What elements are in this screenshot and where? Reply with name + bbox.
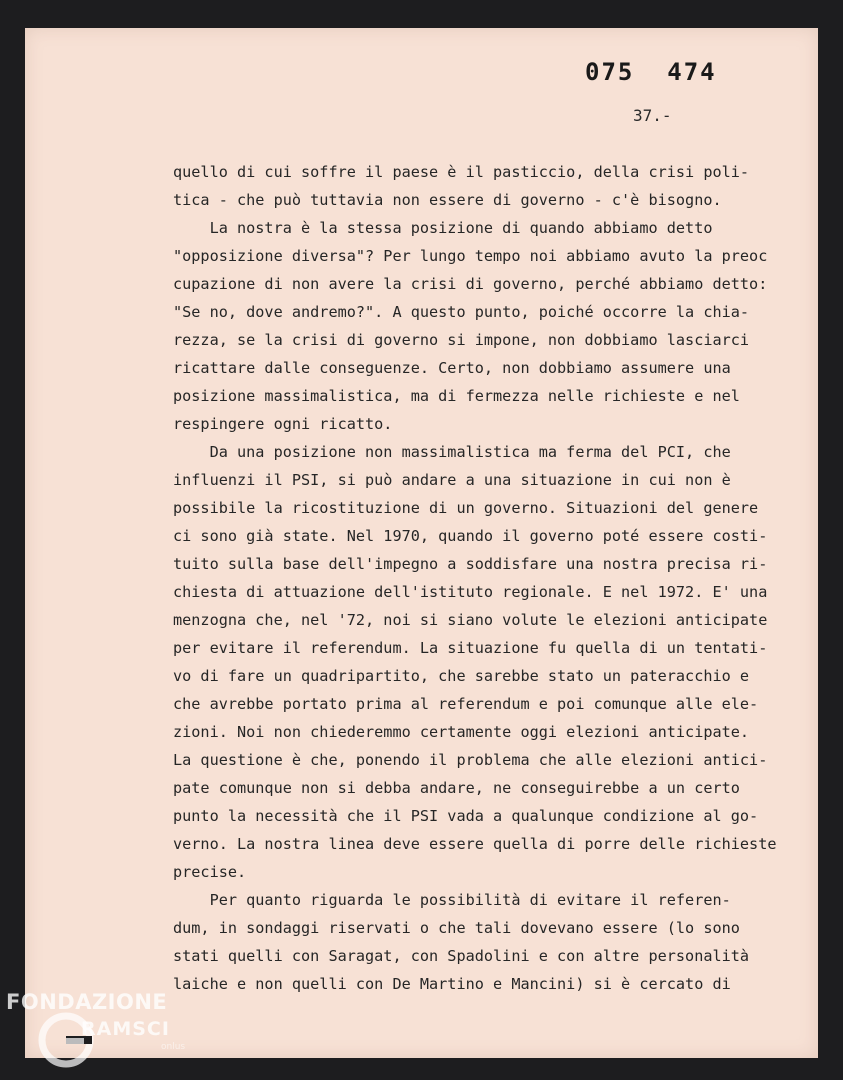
text-line: posizione massimalistica, ma di fermezza nelle richieste e nel [173,387,740,405]
archive-number: 075 474 [585,58,717,86]
text-line: precise. [173,863,247,881]
text-line: zioni. Noi non chiederemmo certamente oggi elezioni anticipate. [173,723,750,741]
text-line: ricattare dalle conseguenze. Certo, non dobbiamo assumere una [173,359,731,377]
watermark-line-2: RAMSCI [81,1018,170,1040]
text-line: vo di fare un quadripartito, che sarebbe stato un pateracchio e [173,667,750,685]
document-page [25,28,818,1058]
text-line: cupazione di non avere la crisi di governo, perché abbiamo detto: [173,275,768,293]
text-line: chiesta di attuazione dell'istituto regionale. E nel 1972. E' una [173,583,768,601]
text-line: dum, in sondaggi riservati o che tali dovevano essere (lo sono [173,919,740,937]
body-text [173,158,793,998]
text-line: tuito sulla base dell'impegno a soddisfare una nostra precisa ri- [173,555,768,573]
watermark-line-3: onlus [161,1042,186,1052]
text-line: per evitare il referendum. La situazione fu quella di un tentati- [173,639,768,657]
text-line: La nostra è la stessa posizione di quando abbiamo detto [173,219,713,237]
watermark-line-1: FONDAZIONE [6,990,168,1014]
text-line: menzogna che, nel '72, noi si siano volute le elezioni anticipate [173,611,768,629]
text-line: ci sono già state. Nel 1970, quando il governo poté essere costi- [173,527,768,545]
text-line: respingere ogni ricatto. [173,415,393,433]
text-line: La questione è che, ponendo il problema che alle elezioni antici- [173,751,768,769]
text-line: rezza, se la crisi di governo si impone, non dobbiamo lasciarci [173,331,750,349]
text-line: Da una posizione non massimalistica ma ferma del PCI, che [173,443,731,461]
text-line: tica - che può tuttavia non essere di governo - c'è bisogno. [173,191,722,209]
page-number: 37.- [633,106,672,125]
text-line: verno. La nostra linea deve essere quella di porre delle richieste [173,835,777,853]
text-line: "Se no, dove andremo?". A questo punto, poiché occorre la chia- [173,303,750,321]
text-line: pate comunque non si debba andare, ne conseguirebbe a un certo [173,779,740,797]
text-line: che avrebbe portato prima al referendum e poi comunque alle ele- [173,695,759,713]
text-line: Per quanto riguarda le possibilità di evitare il referen- [173,891,731,909]
fondazione-gramsci-watermark [6,990,216,1070]
text-line: quello di cui soffre il paese è il pasticcio, della crisi poli- [173,163,750,181]
text-line: laiche e non quelli con De Martino e Mancini) si è cercato di [173,975,731,993]
text-line: punto la necessità che il PSI vada a qualunque condizione al go- [173,807,759,825]
text-line: possibile la ricostituzione di un governo. Situazioni del genere [173,499,759,517]
text-line: influenzi il PSI, si può andare a una situazione in cui non è [173,471,731,489]
text-line: "opposizione diversa"? Per lungo tempo noi abbiamo avuto la preoc [173,247,768,265]
text-line: stati quelli con Saragat, con Spadolini e con altre personalità [173,947,750,965]
